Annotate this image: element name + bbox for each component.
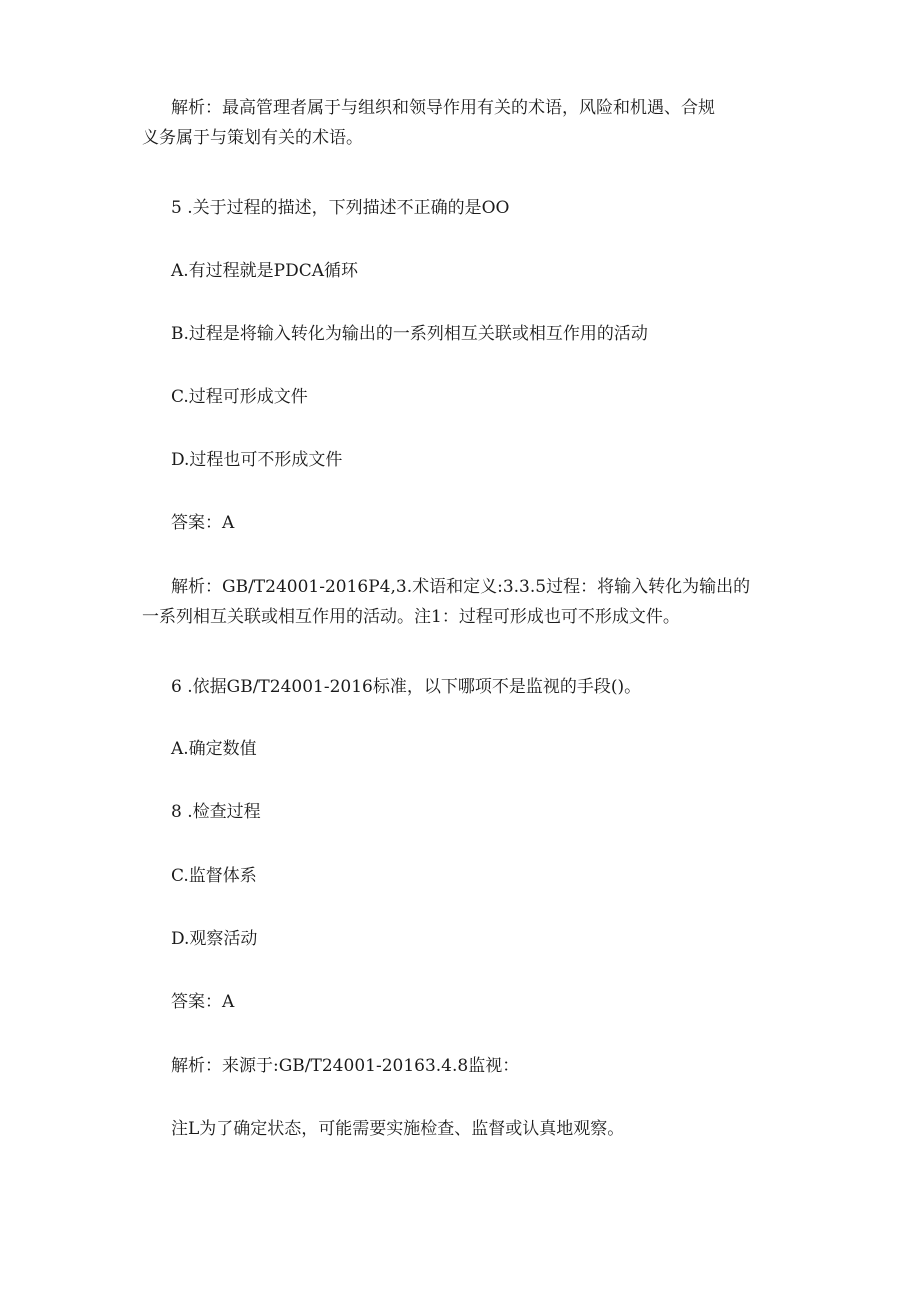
- answer-6: [142, 987, 792, 1017]
- note-paragraph: [142, 1114, 792, 1144]
- question-5: [142, 193, 792, 223]
- option-c: [142, 382, 792, 412]
- text-line: C.监督体系: [171, 866, 257, 886]
- text-line: 解析：来源于:GB/T24001-20163.4.8监视：: [171, 1056, 520, 1076]
- analysis-paragraph-2: [142, 572, 792, 632]
- text-line: B.过程是将输入转化为输出的一系列相互关联或相互作用的活动: [171, 324, 648, 344]
- option-c: [142, 861, 792, 891]
- option-b: [142, 319, 792, 349]
- answer-5: [142, 508, 792, 538]
- text-line: 5 .关于过程的描述，下列描述不正确的是OO: [171, 198, 510, 218]
- text-line: 答案：A: [171, 992, 235, 1012]
- text-line: 答案：A: [171, 513, 235, 533]
- text-line: 注L为了确定状态，可能需要实施检查、监督或认真地观察。: [171, 1119, 625, 1139]
- text-line: 一系列相互关联或相互作用的活动。注1：过程可形成也可不形成文件。: [142, 607, 680, 627]
- analysis-paragraph-1: [142, 93, 792, 153]
- text-line: 解析：最高管理者属于与组织和领导作用有关的术语，风险和机遇、合规: [171, 98, 715, 118]
- option-d: [142, 445, 792, 475]
- text-line: 6 .依据GB/T24001-2016标准，以下哪项不是监视的手段()。: [171, 677, 642, 697]
- option-d: [142, 924, 792, 954]
- text-line: 解析：GB/T24001-2016P4,3.术语和定义:3.3.5过程：将输入转化为输出的: [171, 577, 751, 597]
- text-line: 义务属于与策划有关的术语。: [142, 128, 363, 148]
- text-line: A.有过程就是PDCA循环: [171, 261, 359, 281]
- text-line: D.过程也可不形成文件: [171, 450, 343, 470]
- text-line: D.观察活动: [171, 929, 258, 949]
- text-line: A.确定数值: [171, 739, 257, 759]
- text-line: C.过程可形成文件: [171, 387, 308, 407]
- question-6: [142, 672, 792, 702]
- text-line: 8 .检查过程: [171, 802, 261, 822]
- option-a: [142, 256, 792, 286]
- option-a: [142, 734, 792, 764]
- option-b: [142, 797, 792, 827]
- analysis-paragraph-3: [142, 1051, 792, 1081]
